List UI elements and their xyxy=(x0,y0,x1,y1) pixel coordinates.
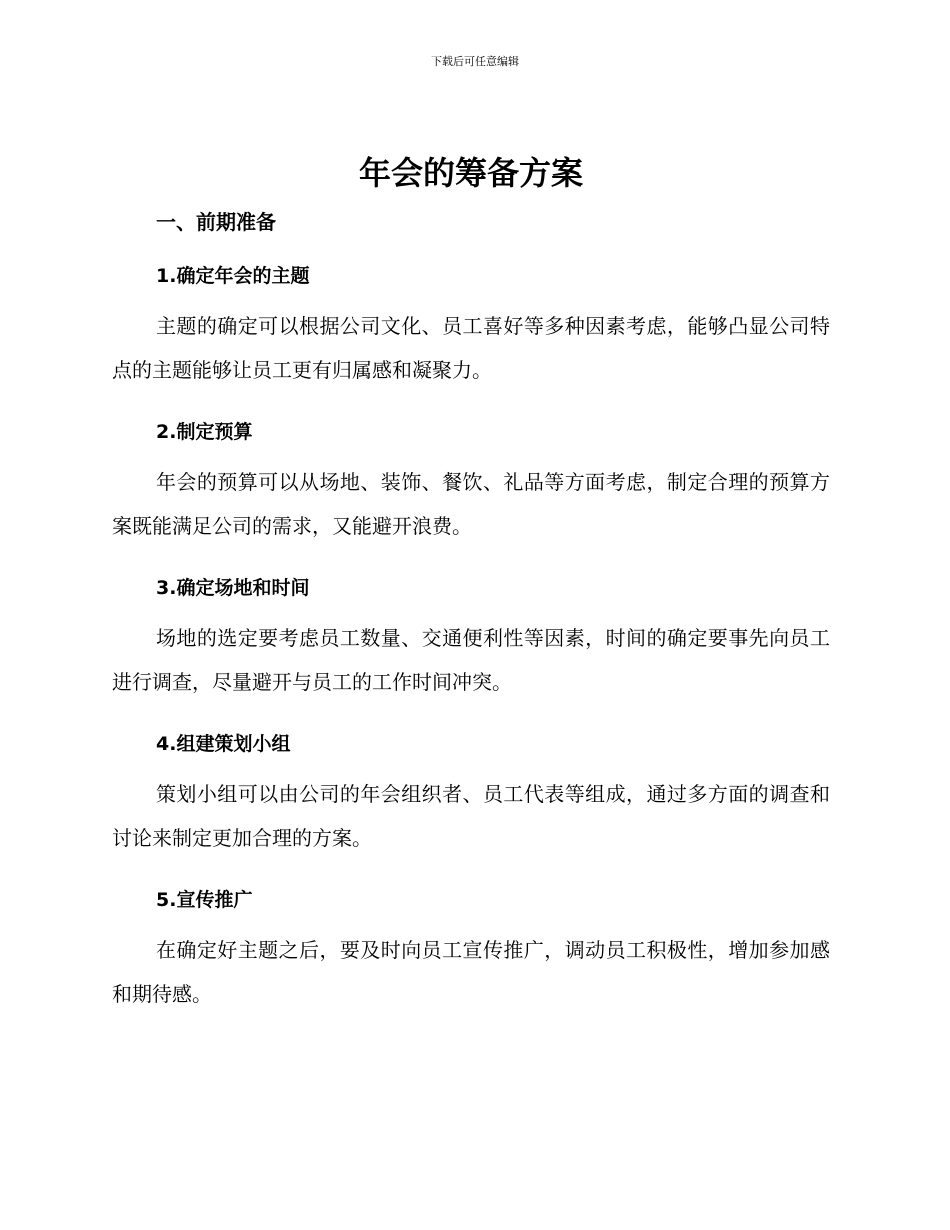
document-title: 年会的筹备方案 xyxy=(358,154,583,192)
header-note: 下载后可任意编辑 xyxy=(431,55,519,68)
item-heading-4: 4.组建策划小组 xyxy=(156,733,291,755)
item-heading-3: 3.确定场地和时间 xyxy=(156,577,310,599)
document-content xyxy=(112,148,830,1016)
item-heading-2: 2.制定预算 xyxy=(156,421,253,443)
item-heading-1: 1.确定年会的主题 xyxy=(156,265,310,287)
item-body-2: 年会的预算可以从场地、装饰、餐饮、礼品等方面考虑，制定合理的预算方案既能满足公司的需求，又能避开浪费。 xyxy=(112,470,830,538)
section-heading: 一、前期准备 xyxy=(156,210,276,234)
item-body-3: 场地的选定要考虑员工数量、交通便利性等因素，时间的确定要事先向员工进行调查，尽量避开与员工的工作时间冲突。 xyxy=(112,626,830,694)
item-heading-5: 5.宣传推广 xyxy=(156,889,253,911)
item-body-4: 策划小组可以由公司的年会组织者、员工代表等组成，通过多方面的调查和讨论来制定更加合理的方案。 xyxy=(112,782,830,850)
item-body-5: 在确定好主题之后，要及时向员工宣传推广，调动员工积极性，增加参加感和期待感。 xyxy=(112,938,830,1006)
item-body-1: 主题的确定可以根据公司文化、员工喜好等多种因素考虑，能够凸显公司特点的主题能够让员工更有归属感和凝聚力。 xyxy=(112,314,830,382)
